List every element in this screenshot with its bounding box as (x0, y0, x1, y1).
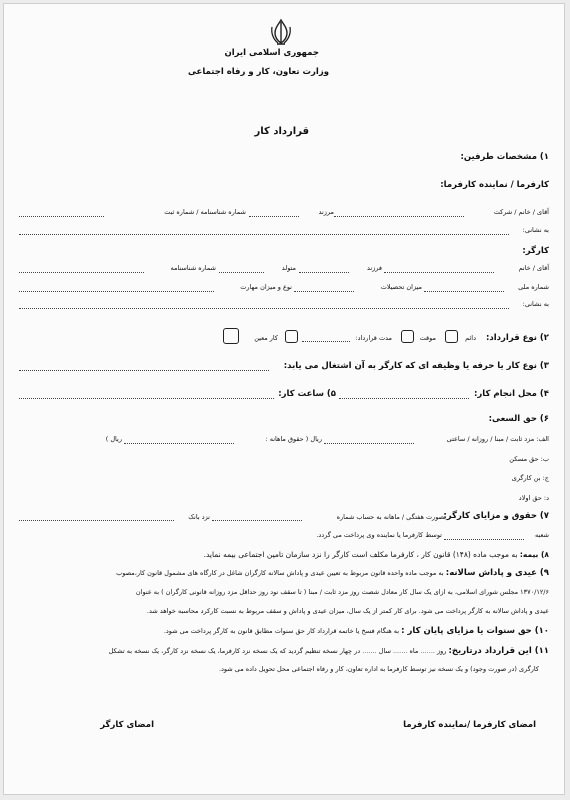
s2-label: ۲) نوع قرارداد: (485, 333, 549, 343)
employer-address-field[interactable] (19, 234, 509, 235)
s4-field[interactable] (339, 398, 469, 399)
worker-father-field[interactable] (299, 272, 349, 273)
s7-bank-field[interactable] (19, 520, 174, 521)
header-country: جمهوری اسلامی ایران (224, 48, 319, 58)
s6-a-rial2: ریال ) (105, 435, 122, 443)
employer-signature-label: امضای کارفرما /نماینده کارفرما (403, 720, 536, 730)
employer-id-field[interactable] (19, 216, 104, 217)
employer-father-label: مرزند (318, 208, 334, 216)
s7-bank-label: نزد بانک (188, 513, 210, 521)
worker-heading: کارگر: (522, 246, 549, 256)
worker-education-field[interactable] (294, 291, 354, 292)
s10-text: به هنگام فسخ یا خاتمه قرارداد کار حق سنوات مطابق قانون به کارگر پرداخت می شود. (163, 627, 400, 635)
s9-line1 (116, 568, 549, 578)
s7-account-field[interactable] (212, 520, 302, 521)
s8-text: به موجب ماده (۱۴۸) قانون کار ، کارفرما مکلف است کارگر را نزد سازمان تامین اجتماعی بیمه نماید. (203, 550, 518, 559)
s2-permanent-checkbox[interactable] (445, 330, 458, 343)
s2-specific-checkbox[interactable] (223, 328, 239, 344)
s6-heading: ۶) حق السعی: (488, 414, 549, 424)
worker-education-label: میزان تحصیلات (380, 283, 422, 291)
s6-a-field[interactable] (324, 443, 414, 444)
s7-text: بصورت هفتگی / ماهانه به حساب شماره (336, 513, 446, 521)
worker-signature-label: امضای کارگر (100, 720, 154, 730)
employer-id-label: شماره شناسنامه / شماره ثبت (164, 208, 246, 216)
s2-specific-label: کار معین (254, 334, 278, 342)
s7-branch-label: شعبه (534, 531, 549, 539)
employer-name-field[interactable] (334, 216, 464, 217)
iran-emblem-icon (269, 18, 293, 46)
worker-father-label: فرزند (366, 264, 382, 272)
worker-national-id-field[interactable] (424, 291, 504, 292)
s11-line1: ۱۱) این قرارداد درتاریخ: روز ....... ماه ....... سال ....... در چهار نسخه تنظیم گردید که یک نسخه نزد کارفرما، یک نسخه نزد کارگر، یک نسخه به تشکل (108, 646, 549, 656)
worker-name-field[interactable] (384, 272, 494, 273)
s5-label: ۵) ساعت کار: (278, 389, 336, 399)
s7-pay-text: توسط کارفرما یا نماینده وی پرداخت می گردد. (316, 531, 442, 539)
s6-a-rial1: ریال ( حقوق ماهانه : (265, 435, 322, 443)
worker-born-field[interactable] (219, 272, 264, 273)
s4-label: ۴) محل انجام کار: (473, 389, 549, 399)
worker-address-label: به نشانی: (522, 300, 549, 308)
s11-text2: کارگری (در صورت وجود) و یک نسخه نیز توسط کارفرما به اداره تعاون، کار و رفاه اجتماعی محل تحویل داده می شود. (218, 665, 539, 673)
s11-month: ماه (409, 647, 419, 655)
worker-id-field[interactable] (19, 272, 144, 273)
s8-line (204, 550, 549, 559)
s11-text1: در چهار نسخه تنظیم گردید که یک نسخه نزد کارفرما، یک نسخه نزد کارگر، یک نسخه به تشکل (108, 647, 361, 655)
s6-b-label: ب: حق مسکن (509, 455, 549, 463)
employer-father-field[interactable] (249, 216, 299, 217)
worker-national-id-label: شماره ملی (518, 283, 549, 291)
header-ministry: وزارت تعاون، کار و رفاه اجتماعی (187, 67, 329, 77)
employer-address-label: به نشانی: (522, 226, 549, 234)
s6-d-label: د: حق اولاد (518, 494, 549, 502)
page-title: قرارداد کار (254, 126, 309, 137)
s6-monthly-field[interactable] (124, 443, 234, 444)
s2-term-field[interactable] (302, 341, 350, 342)
s3-field[interactable] (19, 370, 269, 371)
s11-day: روز (437, 647, 447, 655)
s9-heading: ۹) عیدی و پاداش سالانه: (445, 568, 549, 578)
worker-name-label: آقای / خانم (518, 264, 549, 272)
s9-text1: به موجب ماده واحده قانون مربوط به تعیین عیدی و پاداش سالانه کارگران شاغل در کارگاه های مشمول قانون کار،مصوب (116, 569, 444, 577)
contract-sheet (3, 3, 565, 795)
s7-heading: ۷) حقوق و مزایای کارگر: (443, 511, 549, 521)
worker-skill-label: نوع و میزان مهارت (240, 283, 292, 291)
s2-permanent-label: دائم (465, 334, 476, 342)
s8-heading: ۸) بیمه: (519, 550, 549, 559)
s2-term-label: مدت قرارداد: (355, 334, 392, 342)
s2-temporary-checkbox[interactable] (401, 330, 414, 343)
worker-skill-field[interactable] (19, 291, 214, 292)
s5-field[interactable] (19, 398, 274, 399)
s10-line (164, 626, 549, 636)
s2-temporary-label: موقت (419, 334, 436, 342)
s9-text3: عیدی و پاداش سالانه به کارگر پرداخت می شود. برای کار کمتر از یک سال، میزان عیدی و پاداش و سقف مربوط به نسبت کارکرد محاسبه خواهد شد. (146, 607, 549, 615)
worker-address-field[interactable] (19, 308, 509, 309)
s6-c-label: ج: بن کارگری (511, 474, 549, 482)
employer-name-label: آقای / خانم / شرکت (493, 208, 549, 216)
s6-a-label: الف: مزد ثابت / مبنا / روزانه / ساعتی (446, 435, 549, 443)
s10-heading: ۱۰) حق سنوات یا مزایای پایان کار : (401, 626, 549, 636)
s1-heading: ۱) مشخصات طرفین: (460, 152, 549, 162)
employer-heading: کارفرما / نماینده کارفرما: (440, 180, 549, 190)
s2-term-checkbox[interactable] (285, 330, 298, 343)
s11-heading: ۱۱) این قرارداد درتاریخ: (448, 646, 549, 656)
s9-text2: ۱۳۷۰/۱۲/۶ مجلس شورای اسلامی، به ازای یک سال کار معادل شصت روز مزد ثابت / مبنا ( تا سقف نود روز حداقل مزد روزانه قانونی کارگران ) به عنوان (135, 588, 549, 596)
s3-label: ۳) نوع کار یا حرفه یا وظیفه ای که کارگر به آن اشتغال می یابد: (283, 361, 549, 371)
worker-id-label: شماره شناسنامه (170, 264, 216, 272)
worker-born-label: متولد (281, 264, 296, 272)
s7-branch-field[interactable] (444, 539, 524, 540)
s11-year: سال (378, 647, 391, 655)
